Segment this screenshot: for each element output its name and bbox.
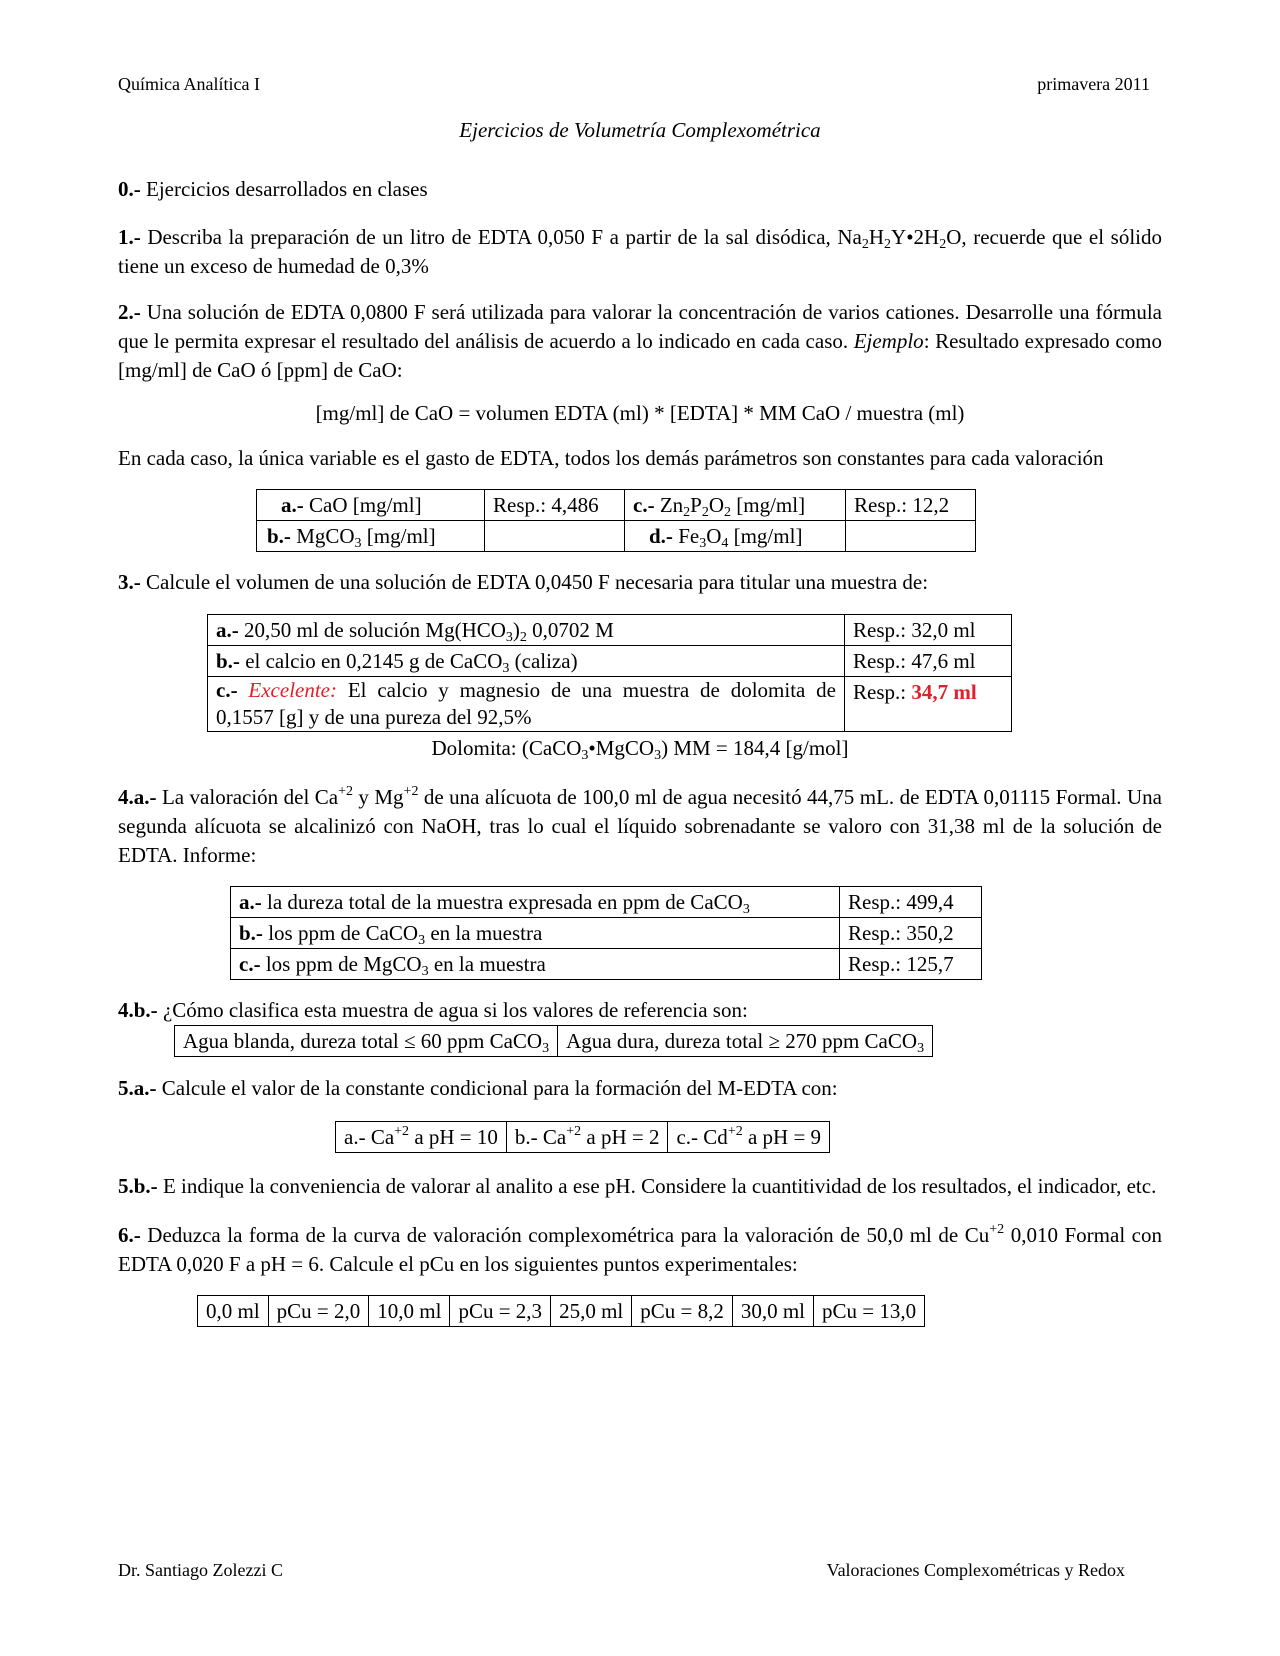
table-cell: pCu = 8,2 bbox=[632, 1296, 733, 1327]
table-cell bbox=[840, 918, 982, 949]
exercise-4a bbox=[118, 783, 1162, 870]
answer-text: Resp.: 499,4 bbox=[848, 890, 954, 914]
exercise-2-number: 2.- bbox=[118, 300, 141, 324]
case-text: a pH = 10 bbox=[409, 1125, 498, 1149]
table-cell bbox=[625, 521, 846, 552]
document-body bbox=[118, 175, 1162, 1327]
item-text: CaO [mg/ml] bbox=[303, 493, 422, 517]
subscript: 3 bbox=[421, 964, 429, 979]
item-label: c.- bbox=[633, 493, 655, 517]
exercise-4b-number: 4.b.- bbox=[118, 998, 158, 1022]
case-text: b.- Ca bbox=[514, 1125, 567, 1149]
subscript: 2 bbox=[884, 237, 892, 252]
exercise-2-text: Una solución de EDTA 0,0800 F será utilizada para valorar la concentración de varios cationes. Desarrolle una fórmula que le permita expresar el resultado del análisis de acuerdo a lo indicado en cada caso. bbox=[118, 300, 1162, 353]
item-label: b.- bbox=[216, 649, 240, 673]
table-cell bbox=[485, 521, 625, 552]
superscript: +2 bbox=[338, 784, 353, 799]
table-cell bbox=[485, 490, 625, 521]
exercise-6-text: 0,010 Formal con EDTA 0,020 F a pH = 6. Calcule el pCu en los siguientes puntos experimentales: bbox=[118, 1223, 1163, 1276]
subscript: 3 bbox=[699, 536, 707, 551]
item-label: b.- bbox=[239, 921, 263, 945]
formula-part: P bbox=[690, 493, 702, 517]
item-label: d.- bbox=[649, 524, 673, 548]
answer-text: Resp.: 12,2 bbox=[854, 493, 950, 517]
table-cell bbox=[845, 677, 1012, 732]
table-cell bbox=[208, 615, 845, 646]
exercise-4b-text: ¿Cómo clasifica esta muestra de agua si los valores de referencia son: bbox=[157, 998, 748, 1022]
table-row bbox=[198, 1296, 925, 1327]
exercise-4a-table bbox=[230, 886, 982, 980]
answer-text: Resp.: 350,2 bbox=[848, 921, 954, 945]
table-cell bbox=[231, 949, 840, 980]
subscript: 2 bbox=[939, 237, 947, 252]
table-cell bbox=[175, 1026, 558, 1057]
formula-part: Fe bbox=[672, 524, 700, 548]
answer-highlight: 34,7 ml bbox=[911, 680, 977, 704]
table-row bbox=[257, 490, 976, 521]
exercise-6-text: Deduzca la forma de la curva de valoración complexométrica para la valoración de 50,0 ml de Cu bbox=[140, 1223, 990, 1247]
exercise-5b-text: E indique la conveniencia de valorar al analito a ese pH. Considere la cuantitividad de los resultados, el indicador, etc. bbox=[157, 1174, 1157, 1198]
table-row bbox=[231, 949, 982, 980]
formula-part: Zn bbox=[654, 493, 684, 517]
case-text: a pH = 9 bbox=[742, 1125, 822, 1149]
exercise-2 bbox=[118, 298, 1162, 385]
exercise-3-text: Calcule el volumen de una solución de EDTA 0,0450 F necesaria para titular una muestra de: bbox=[140, 570, 929, 594]
table-cell bbox=[846, 490, 976, 521]
soft-water-text: Agua blanda, dureza total ≤ 60 ppm CaCO bbox=[183, 1029, 543, 1053]
exercise-4b bbox=[118, 996, 1162, 1025]
table-cell bbox=[845, 646, 1012, 677]
subscript: 2 bbox=[519, 630, 527, 645]
formula-part: [mg/ml] bbox=[731, 493, 806, 517]
table-cell bbox=[845, 615, 1012, 646]
table-cell: 10,0 ml bbox=[369, 1296, 450, 1327]
subscript: 3 bbox=[542, 1041, 550, 1056]
table-cell bbox=[840, 887, 982, 918]
exercise-3-table bbox=[207, 614, 1012, 732]
subscript: 3 bbox=[354, 536, 362, 551]
dolomite-note bbox=[118, 734, 1162, 763]
subscript: 2 bbox=[861, 237, 869, 252]
exercise-5b bbox=[118, 1172, 1162, 1201]
subscript: 3 bbox=[654, 748, 662, 763]
example-label: Ejemplo bbox=[853, 329, 924, 353]
table-cell bbox=[840, 949, 982, 980]
answer-label: Resp.: bbox=[853, 680, 912, 704]
subscript: 2 bbox=[701, 505, 709, 520]
exercise-4a-text: y Mg bbox=[352, 785, 404, 809]
exercise-1-text-end: O, recuerde que el sólido tiene un exceso de humedad de 0,3% bbox=[118, 225, 1162, 278]
answer-text: Resp.: 4,486 bbox=[493, 493, 599, 517]
item-label: a.- bbox=[281, 493, 304, 517]
subscript: 3 bbox=[502, 661, 510, 676]
exercise-2-text-end: : Resultado expresado como [mg/ml] de CaO ó [ppm] de CaO: bbox=[118, 329, 1162, 382]
superscript: +2 bbox=[727, 1124, 743, 1139]
subscript: 4 bbox=[721, 536, 729, 551]
exercise-4b-table bbox=[174, 1025, 933, 1057]
table-cell: 25,0 ml bbox=[551, 1296, 632, 1327]
item-text: los ppm de CaCO bbox=[262, 921, 419, 945]
header-course: Química Analítica I bbox=[118, 74, 260, 94]
answer-text: Resp.: 32,0 ml bbox=[853, 618, 976, 642]
table-cell bbox=[625, 490, 846, 521]
item-text: en la muestra bbox=[428, 952, 546, 976]
exercise-1-number: 1.- bbox=[118, 225, 141, 249]
item-label: c.- bbox=[216, 678, 238, 702]
table-row bbox=[175, 1026, 933, 1057]
table-row bbox=[208, 646, 1012, 677]
formula-part: O bbox=[706, 524, 722, 548]
table-cell: 0,0 ml bbox=[198, 1296, 269, 1327]
subscript: 3 bbox=[505, 630, 513, 645]
item-text: en la muestra bbox=[425, 921, 543, 945]
table-cell: pCu = 2,3 bbox=[450, 1296, 551, 1327]
subscript: 3 bbox=[742, 902, 750, 917]
table-row bbox=[208, 615, 1012, 646]
subscript: 2 bbox=[724, 505, 732, 520]
table-row bbox=[208, 677, 1012, 732]
table-row bbox=[231, 887, 982, 918]
table-cell bbox=[506, 1122, 668, 1153]
formula-part: ) bbox=[512, 618, 520, 642]
superscript: +2 bbox=[403, 784, 419, 799]
formula-part: (caliza) bbox=[509, 649, 578, 673]
excellent-label: Excelente: bbox=[237, 678, 338, 702]
header-term: primavera 2011 bbox=[1037, 74, 1150, 94]
exercise-1-text: Describa la preparación de un litro de EDTA 0,050 F a partir de la sal disódica, Na bbox=[140, 225, 862, 249]
table-cell bbox=[231, 887, 840, 918]
subscript: 3 bbox=[418, 933, 426, 948]
formula-part: Dolomita: (CaCO bbox=[431, 736, 582, 760]
item-text: los ppm de MgCO bbox=[260, 952, 422, 976]
footer-author: Dr. Santiago Zolezzi C bbox=[118, 1560, 283, 1580]
table-row bbox=[336, 1122, 830, 1153]
exercise-3 bbox=[118, 568, 1162, 597]
table-cell bbox=[231, 918, 840, 949]
table-cell bbox=[257, 490, 485, 521]
exercise-0 bbox=[118, 175, 1162, 204]
table-row bbox=[257, 521, 976, 552]
exercise-5a bbox=[118, 1074, 1162, 1103]
exercise-2-note: En cada caso, la única variable es el gasto de EDTA, todos los demás parámetros son constantes para cada valoración bbox=[118, 446, 1104, 470]
exercise-1 bbox=[118, 223, 1162, 281]
answer-text: Resp.: 47,6 ml bbox=[853, 649, 976, 673]
formula-part: 20,50 ml de solución Mg(HCO bbox=[238, 618, 506, 642]
case-text: c.- Cd bbox=[676, 1125, 728, 1149]
exercise-4a-text: La valoración del Ca bbox=[156, 785, 339, 809]
exercise-6-table bbox=[197, 1295, 925, 1327]
subscript: 2 bbox=[683, 505, 691, 520]
item-label: a.- bbox=[239, 890, 262, 914]
exercise-6-number: 6.- bbox=[118, 1223, 141, 1247]
subscript: 3 bbox=[581, 748, 589, 763]
superscript: +2 bbox=[989, 1222, 1005, 1237]
formula-part: Y•2H bbox=[891, 225, 940, 249]
hard-water-text: Agua dura, dureza total ≥ 270 ppm CaCO bbox=[566, 1029, 918, 1053]
exercise-2-table bbox=[256, 489, 976, 552]
formula-part: 0,0702 M bbox=[526, 618, 614, 642]
table-cell bbox=[558, 1026, 933, 1057]
superscript: +2 bbox=[394, 1124, 410, 1139]
item-label: c.- bbox=[239, 952, 261, 976]
exercise-0-number: 0.- bbox=[118, 177, 141, 201]
table-cell bbox=[336, 1122, 507, 1153]
case-text: a.- Ca bbox=[344, 1125, 395, 1149]
exercise-0-text: Ejercicios desarrollados en clases bbox=[140, 177, 428, 201]
table-cell bbox=[668, 1122, 830, 1153]
answer-text: Resp.: 125,7 bbox=[848, 952, 954, 976]
footer-topic: Valoraciones Complexométricas y Redox bbox=[826, 1560, 1125, 1580]
table-cell bbox=[257, 521, 485, 552]
item-text: El calcio y magnesio de una muestra de dolomita de 0,1557 [g] y de una pureza del 92,5% bbox=[216, 678, 837, 729]
table-cell bbox=[208, 646, 845, 677]
formula-part: [mg/ml] bbox=[361, 524, 436, 548]
table-cell: 30,0 ml bbox=[732, 1296, 813, 1327]
exercise-4a-text: de una alícuota de 100,0 ml de agua necesitó 44,75 mL. de EDTA 0,01115 Formal. Una segunda alícuota se alcalinizó con NaOH, tras lo cual el líquido sobrenadante se valoro con 31,38 ml de la solución de EDTA. Informe: bbox=[118, 785, 1162, 867]
exercise-5a-text: Calcule el valor de la constante condicional para la formación del M-EDTA con: bbox=[156, 1076, 838, 1100]
exercise-3-number: 3.- bbox=[118, 570, 141, 594]
exercise-6 bbox=[118, 1221, 1162, 1279]
document-title: Ejercicios de Volumetría Complexométrica bbox=[459, 118, 821, 142]
table-cell: pCu = 2,0 bbox=[268, 1296, 369, 1327]
formula-part: O bbox=[708, 493, 725, 517]
formula-part: H bbox=[868, 225, 885, 249]
table-cell bbox=[208, 677, 845, 732]
formula-part: •MgCO bbox=[588, 736, 655, 760]
formula-part: MgCO bbox=[290, 524, 355, 548]
formula-part: el calcio en 0,2145 g de CaCO bbox=[239, 649, 503, 673]
exercise-4a-number: 4.a.- bbox=[118, 785, 157, 809]
formula-part: ) MM = 184,4 [g/mol] bbox=[661, 736, 849, 760]
exercise-5a-table bbox=[335, 1121, 830, 1153]
formula-part: [mg/ml] bbox=[728, 524, 803, 548]
exercise-5a-number: 5.a.- bbox=[118, 1076, 157, 1100]
table-row bbox=[231, 918, 982, 949]
superscript: +2 bbox=[566, 1124, 582, 1139]
subscript: 3 bbox=[917, 1041, 925, 1056]
item-text: la dureza total de la muestra expresada en ppm de CaCO bbox=[261, 890, 743, 914]
item-label: a.- bbox=[216, 618, 239, 642]
case-text: a pH = 2 bbox=[581, 1125, 660, 1149]
exercise-5b-number: 5.b.- bbox=[118, 1174, 158, 1198]
formula-line: [mg/ml] de CaO = volumen EDTA (ml) * [EDTA] * MM CaO / muestra (ml) bbox=[315, 401, 965, 425]
table-cell: pCu = 13,0 bbox=[814, 1296, 925, 1327]
item-label: b.- bbox=[267, 524, 291, 548]
table-cell bbox=[846, 521, 976, 552]
